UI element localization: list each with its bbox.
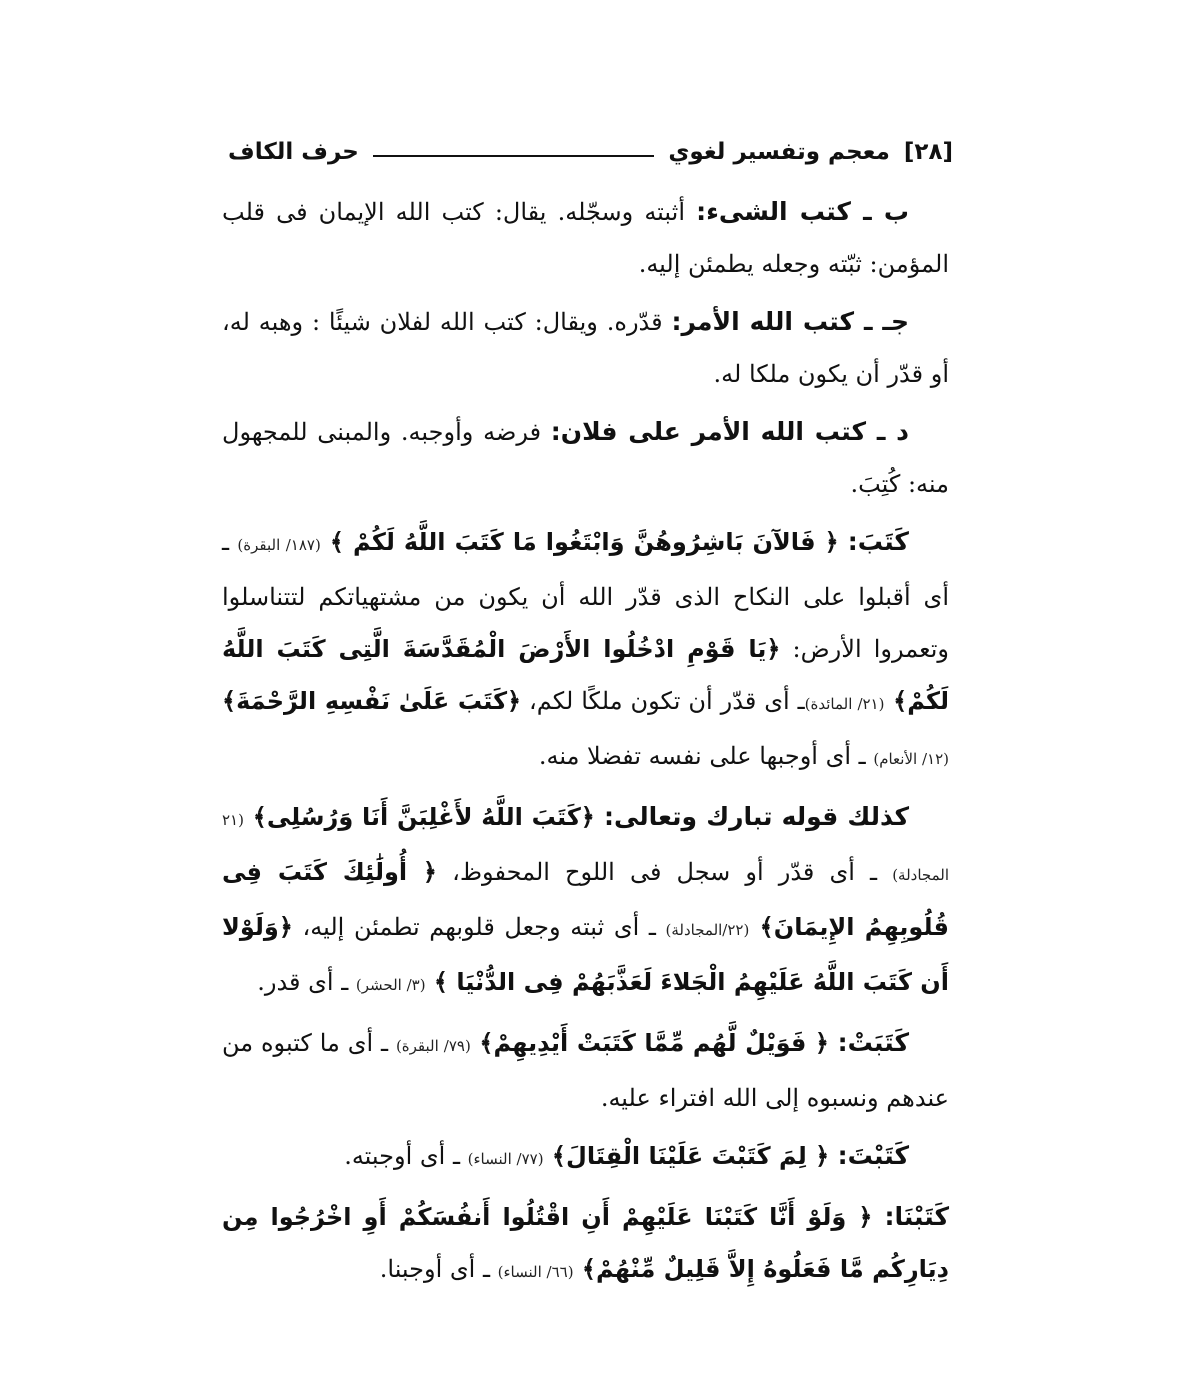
verse-reference: (٢٢/المجادلة) xyxy=(665,921,750,939)
quran-verse: ﴿ لِمَ كَتَبْتَ عَلَيْنَا الْقِتَالَ﴾ xyxy=(543,1142,838,1170)
book-title: معجم وتفسير لغوي xyxy=(668,139,890,165)
paragraph-j xyxy=(222,296,949,400)
explanation-text: ـ أى قدر. xyxy=(257,968,356,996)
definition-term: كَتَبْنَا: xyxy=(884,1202,949,1231)
explanation-text: ـ أى أقبلوا على النكاح الذى قدّر الله أن يكون من مشتهياتكم لتتناسلوا وتعمروا الأرض: xyxy=(222,528,949,663)
explanation-text: أثبته وسجّله. يقال: كتب الله الإيمان فى قلب المؤمن: ثبّته وجعله يطمئن إليه. xyxy=(222,198,949,278)
quran-verse: ﴿يَا قَوْمِ ادْخُلُوا الأَرْضَ الْمُقَدَّسَةَ الَّتِى كَتَبَ اللَّهُ لَكُمْ﴾ xyxy=(222,635,949,715)
running-header xyxy=(228,132,953,172)
verse-reference: (٢١/ المائدة) xyxy=(804,695,885,713)
explanation-text: ـ أى قدّر أن تكون ملكًا لكم، xyxy=(521,687,805,715)
explanation-text: ـ أى أوجبها على نفسه تفضلا منه. xyxy=(538,742,874,770)
verse-reference: (٦٦/ النساء) xyxy=(497,1263,574,1281)
verse-reference: (١٢/ الأنعام) xyxy=(873,750,949,768)
explanation-text: ـ أى ثبته وجعل قلوبهم تطمئن إليه، xyxy=(292,913,666,941)
quran-verse: ﴿ أُولَٰئِكَ كَتَبَ فِى قُلُوبِهِمُ الإِيمَانَ﴾ xyxy=(222,858,949,941)
definition-term: د ـ كتب الله الأمر على فلان: xyxy=(550,417,910,446)
paragraph-katabta xyxy=(222,1130,949,1185)
verse-reference: (٧٧/ النساء) xyxy=(467,1150,544,1168)
explanation-text: ـ أى قدّر أو سجل فى اللوح المحفوظ، xyxy=(437,858,893,886)
chapter-title: حرف الكاف xyxy=(228,139,359,165)
explanation-text: ـ أى أوجبنا. xyxy=(379,1255,498,1283)
quran-verse: ﴿كَتَبَ اللَّهُ لأَغْلِبَنَّ أَنَا وَرُسُلِى﴾ xyxy=(243,803,595,831)
definition-term: ب ـ كتب الشىء: xyxy=(696,197,909,226)
verse-reference: (٢١ المجادلة) xyxy=(222,811,949,884)
paragraph-katabna xyxy=(222,1191,949,1298)
definition-term: كَتَبَتْ: xyxy=(837,1028,909,1057)
verse-reference: (٣/ الحشر) xyxy=(355,976,426,994)
explanation-text: فرضه وأوجبه. والمبنى للمجهول منه: كُتِبَ. xyxy=(222,418,949,498)
entry-body xyxy=(222,186,949,1304)
paragraph-d xyxy=(222,406,949,510)
definition-term: كَتَبْتَ: xyxy=(837,1141,909,1170)
definition-term: جـ ـ كتب الله الأمر: xyxy=(671,307,909,336)
quran-verse: ﴿ فَوَيْلٌ لَّهُم مِّمَّا كَتَبَتْ أَيْدِيهِمْ﴾ xyxy=(470,1029,838,1057)
paragraph-kadhalik xyxy=(222,791,949,1011)
quran-verse: ﴿ وَلَوْ أَنَّا كَتَبْنَا عَلَيْهِمْ أَنِ اقْتُلُوا أَنفُسَكُمْ أَوِ اخْرُجُوا مِن دِيَارِكُم مَّا فَعَلُوهُ إِلاَّ قَلِيلٌ مِّنْهُمْ﴾ xyxy=(222,1203,949,1283)
verse-reference: (١٨٧/ البقرة) xyxy=(237,536,321,554)
page-number: [٢٨] xyxy=(903,139,953,165)
header-rule xyxy=(373,155,654,157)
quran-verse: ﴿ فَالآنَ بَاشِرُوهُنَّ وَابْتَغُوا مَا كَتَبَ اللَّهُ لَكُمْ ﴾ xyxy=(320,528,848,556)
explanation-text: ـ أى أوجبته. xyxy=(344,1142,468,1170)
paragraph-b xyxy=(222,186,949,290)
quran-verse: ﴿كَتَبَ عَلَىٰ نَفْسِهِ الرَّحْمَةَ﴾ xyxy=(222,687,522,715)
explanation-text: قدّره. ويقال: كتب الله لفلان شيئًا : وهبه له، أو قدّر أن يكون ملكا له. xyxy=(222,308,949,388)
verse-reference: (٧٩/ البقرة) xyxy=(395,1037,471,1055)
quran-verse: ﴿وَلَوْلا أَن كَتَبَ اللَّهُ عَلَيْهِمُ الْجَلاءَ لَعَذَّبَهُمْ فِى الدُّنْيَا ﴾ xyxy=(222,913,949,996)
paragraph-katabat xyxy=(222,1017,949,1124)
paragraph-kataba xyxy=(222,516,949,785)
definition-term: كَتَبَ: xyxy=(847,527,909,556)
definition-term: كذلك قوله تبارك وتعالى: xyxy=(594,802,909,831)
explanation-text: ـ أى ما كتبوه من عندهم ونسبوه إلى الله افتراء عليه. xyxy=(222,1029,949,1112)
